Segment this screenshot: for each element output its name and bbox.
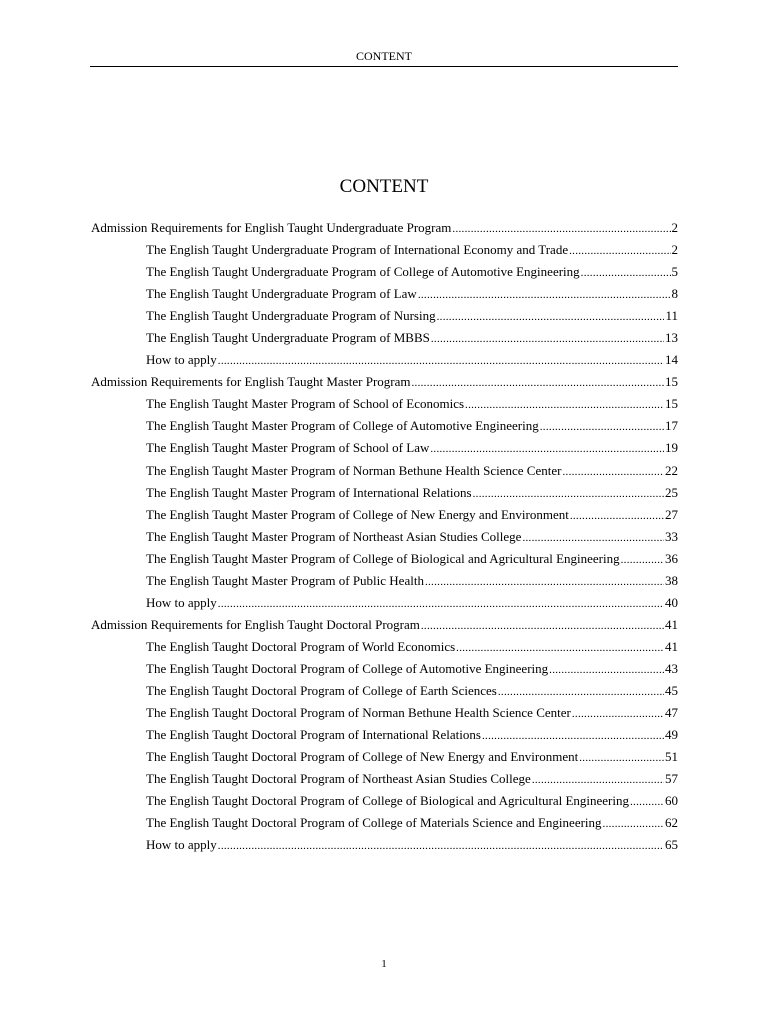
toc-dot-leader bbox=[482, 725, 664, 746]
page-title: CONTENT bbox=[339, 176, 429, 197]
toc-dot-leader bbox=[630, 791, 664, 812]
toc-entry-title: The English Taught Master Program of Public Health bbox=[146, 572, 424, 588]
toc-subsection-entry[interactable] bbox=[90, 239, 678, 261]
toc-dot-leader bbox=[418, 284, 671, 305]
toc-entry-title: The English Taught Doctoral Program of World Economics bbox=[146, 638, 456, 654]
toc-dot-leader bbox=[603, 813, 664, 834]
toc-dot-leader bbox=[218, 350, 664, 371]
toc-entry-page-number: 40 bbox=[665, 594, 678, 610]
toc-subsection-entry[interactable] bbox=[90, 812, 678, 834]
toc-entry-page-number: 57 bbox=[665, 771, 678, 787]
toc-entry-title: The English Taught Doctoral Program of College of Automotive Engineering bbox=[146, 660, 549, 676]
toc-dot-leader bbox=[498, 681, 664, 702]
toc-subsection-entry[interactable] bbox=[90, 746, 678, 768]
toc-dot-leader bbox=[572, 703, 664, 724]
toc-entry-title: The English Taught Doctoral Program of Norman Bethune Health Science Center bbox=[146, 705, 571, 721]
toc-entry-page-number: 2 bbox=[671, 242, 678, 258]
toc-subsection-entry[interactable] bbox=[90, 636, 678, 658]
toc-entry-page-number: 33 bbox=[665, 528, 678, 544]
toc-entry-page-number: 2 bbox=[671, 220, 678, 235]
toc-entry-title: The English Taught Doctoral Program of College of Earth Sciences bbox=[146, 682, 497, 698]
toc-dot-leader bbox=[549, 659, 664, 680]
toc-entry-title: The English Taught Doctoral Program of College of Materials Science and Engineering bbox=[146, 815, 602, 831]
toc-subsection-entry[interactable] bbox=[90, 460, 678, 482]
toc-entry-page-number: 49 bbox=[665, 727, 678, 743]
toc-subsection-entry[interactable] bbox=[90, 437, 678, 459]
toc-subsection-entry[interactable] bbox=[90, 393, 678, 415]
toc-entry-title: The English Taught Doctoral Program of College of Biological and Agricultural Engineering bbox=[146, 793, 629, 809]
toc-entry-title: How to apply bbox=[146, 837, 217, 853]
toc-entry-page-number: 15 bbox=[665, 374, 678, 390]
toc-entry-title: The English Taught Undergraduate Program of International Economy and Trade bbox=[146, 242, 569, 258]
toc-subsection-entry[interactable] bbox=[90, 768, 678, 790]
toc-dot-leader bbox=[452, 218, 670, 239]
toc-subsection-entry[interactable] bbox=[90, 283, 678, 305]
toc-dot-leader bbox=[570, 505, 664, 526]
toc-dot-leader bbox=[218, 835, 664, 856]
toc-entry-page-number: 41 bbox=[665, 638, 678, 654]
toc-entry-page-number: 25 bbox=[665, 484, 678, 500]
toc-entry-title: How to apply bbox=[146, 594, 217, 610]
toc-entry-title: The English Taught Master Program of Norman Bethune Health Science Center bbox=[146, 462, 562, 478]
toc-subsection-entry[interactable] bbox=[90, 526, 678, 548]
toc-entry-title: The English Taught Undergraduate Program of MBBS bbox=[146, 330, 430, 346]
toc-entry-title: The English Taught Undergraduate Program of College of Automotive Engineering bbox=[146, 264, 580, 280]
toc-section-entry[interactable] bbox=[90, 217, 678, 239]
toc-subsection-entry[interactable] bbox=[90, 680, 678, 702]
toc-subsection-entry[interactable] bbox=[90, 658, 678, 680]
toc-entry-title: How to apply bbox=[146, 352, 217, 368]
toc-section-entry[interactable] bbox=[90, 371, 678, 393]
toc-entry-title: The English Taught Master Program of Northeast Asian Studies College bbox=[146, 528, 522, 544]
toc-entry-title: The English Taught Undergraduate Program of Nursing bbox=[146, 308, 436, 324]
toc-dot-leader bbox=[425, 571, 664, 592]
toc-entry-page-number: 13 bbox=[665, 330, 678, 346]
toc-entry-title: The English Taught Master Program of School of Economics bbox=[146, 396, 465, 412]
toc-subsection-entry[interactable] bbox=[90, 305, 678, 327]
toc-entry-title: The English Taught Master Program of College of Automotive Engineering bbox=[146, 418, 539, 434]
toc-subsection-entry[interactable] bbox=[90, 790, 678, 812]
toc-dot-leader bbox=[218, 593, 664, 614]
toc-entry-title: The English Taught Doctoral Program of International Relations bbox=[146, 727, 481, 743]
toc-entry-page-number: 38 bbox=[665, 572, 678, 588]
toc-entry-page-number: 51 bbox=[665, 749, 678, 765]
toc-entry-page-number: 45 bbox=[665, 682, 678, 698]
toc-entry-page-number: 43 bbox=[665, 660, 678, 676]
toc-entry-title: Admission Requirements for English Taught Doctoral Program bbox=[91, 616, 420, 632]
toc-dot-leader bbox=[473, 483, 664, 504]
toc-subsection-entry[interactable] bbox=[90, 482, 678, 504]
toc-dot-leader bbox=[431, 328, 664, 349]
toc-subsection-entry[interactable] bbox=[90, 592, 678, 614]
table-of-contents bbox=[90, 217, 678, 856]
toc-dot-leader bbox=[465, 394, 664, 415]
toc-entry-page-number: 47 bbox=[665, 705, 678, 721]
toc-subsection-entry[interactable] bbox=[90, 504, 678, 526]
toc-entry-page-number: 15 bbox=[665, 396, 678, 412]
toc-entry-page-number: 27 bbox=[665, 506, 678, 522]
toc-section-entry[interactable] bbox=[90, 614, 678, 636]
toc-dot-leader bbox=[421, 615, 664, 636]
toc-entry-page-number: 17 bbox=[665, 418, 678, 434]
toc-entry-page-number: 8 bbox=[671, 286, 678, 302]
toc-subsection-entry[interactable] bbox=[90, 702, 678, 724]
toc-dot-leader bbox=[621, 549, 664, 570]
toc-dot-leader bbox=[581, 262, 671, 283]
toc-entry-title: The English Taught Doctoral Program of Northeast Asian Studies College bbox=[146, 771, 531, 787]
toc-subsection-entry[interactable] bbox=[90, 834, 678, 856]
toc-entry-page-number: 65 bbox=[665, 837, 678, 853]
toc-dot-leader bbox=[540, 416, 664, 437]
toc-entry-page-number: 19 bbox=[665, 440, 678, 456]
toc-dot-leader bbox=[532, 769, 664, 790]
toc-entry-page-number: 60 bbox=[665, 793, 678, 809]
toc-subsection-entry[interactable] bbox=[90, 570, 678, 592]
toc-dot-leader bbox=[562, 461, 664, 482]
toc-entry-title: The English Taught Master Program of College of Biological and Agricultural Engineering bbox=[146, 550, 620, 566]
toc-entry-page-number: 14 bbox=[665, 352, 678, 368]
toc-entry-page-number: 11 bbox=[665, 308, 678, 324]
toc-entry-page-number: 41 bbox=[665, 616, 678, 632]
toc-entry-page-number: 62 bbox=[665, 815, 678, 831]
toc-subsection-entry[interactable] bbox=[90, 261, 678, 283]
toc-entry-page-number: 5 bbox=[671, 264, 678, 280]
toc-entry-title: The English Taught Master Program of International Relations bbox=[146, 484, 472, 500]
toc-dot-leader bbox=[456, 637, 664, 658]
toc-entry-title: The English Taught Master Program of College of New Energy and Environment bbox=[146, 506, 569, 522]
toc-dot-leader bbox=[522, 527, 664, 548]
running-header: CONTENT bbox=[356, 49, 412, 63]
toc-subsection-entry[interactable] bbox=[90, 349, 678, 371]
header-rule bbox=[90, 66, 678, 67]
page-number: 1 bbox=[381, 958, 387, 970]
toc-dot-leader bbox=[411, 372, 664, 393]
toc-entry-title: Admission Requirements for English Taught Undergraduate Program bbox=[91, 220, 452, 235]
toc-subsection-entry[interactable] bbox=[90, 415, 678, 437]
toc-dot-leader bbox=[430, 438, 664, 459]
toc-dot-leader bbox=[437, 306, 665, 327]
toc-entry-page-number: 36 bbox=[665, 550, 678, 566]
toc-entry-title: Admission Requirements for English Taught Master Program bbox=[91, 374, 411, 390]
toc-subsection-entry[interactable] bbox=[90, 327, 678, 349]
toc-dot-leader bbox=[569, 240, 670, 261]
toc-dot-leader bbox=[579, 747, 664, 768]
toc-entry-title: The English Taught Doctoral Program of College of New Energy and Environment bbox=[146, 749, 579, 765]
toc-subsection-entry[interactable] bbox=[90, 548, 678, 570]
toc-entry-title: The English Taught Master Program of School of Law bbox=[146, 440, 430, 456]
toc-entry-page-number: 22 bbox=[665, 462, 678, 478]
toc-subsection-entry[interactable] bbox=[90, 724, 678, 746]
toc-entry-title: The English Taught Undergraduate Program of Law bbox=[146, 286, 417, 302]
